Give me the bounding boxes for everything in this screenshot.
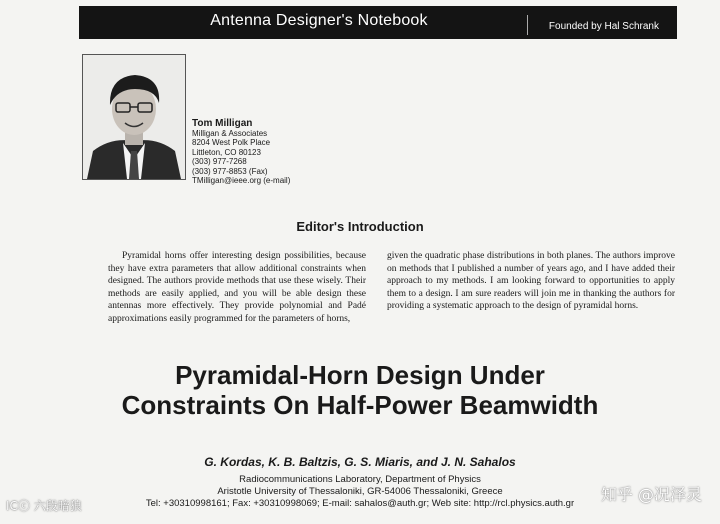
watermark-left: ICⓒ 六段暗狼 xyxy=(6,499,82,513)
paper-title xyxy=(0,360,720,420)
editors-intro-heading: Editor's Introduction xyxy=(296,219,424,234)
intro-column-left: Pyramidal horns offer interesting design possibilities, because they have extra parameters that allow additional constraints when designed. The authors provide methods that use these wisely. Their methods are easily applied, and you will be able design these antennas more effectively. They provide polynomial and Padé approximations easily programmed for the parameters of horns, xyxy=(108,251,366,324)
paper-title-line: Constraints On Half-Power Beamwidth xyxy=(121,390,599,420)
author-contact xyxy=(192,118,290,185)
intro-column-right: given the quadratic phase distributions in both planes. The authors improve on methods that I published a number of years ago, and I have added their approach to my methods. I am looking forward to opportunities to apply them to a design. I am sure readers will join me in thanking the authors for providing a systematic approach to the design of pyramidal horns. xyxy=(387,251,675,312)
founder-credit: Founded by Hal Schrank xyxy=(527,15,677,35)
affiliation-line: Radiocommunications Laboratory, Department of Physics xyxy=(239,474,481,485)
affiliation-line: Tel: +30310998161; Fax: +30310998069; E-mail: sahalos@auth.gr; Web site: http://rcl.physics.auth.gr xyxy=(145,498,575,509)
contact-line: Littleton, CO 80123 xyxy=(192,147,261,157)
portrait-image xyxy=(83,55,185,179)
contact-line: Milligan & Associates xyxy=(192,129,268,138)
contact-line: 8204 West Polk Place xyxy=(192,138,271,148)
affiliation-line: Aristotle University of Thessaloniki, GR-54006 Thessaloniki, Greece xyxy=(217,486,503,497)
column-title: Antenna Designer's Notebook xyxy=(210,12,428,29)
contact-line: (303) 977-8853 (Fax) xyxy=(192,166,268,176)
watermark-right: 知乎 @况泽灵 xyxy=(600,485,702,504)
contact-line: TMilligan@ieee.org (e-mail) xyxy=(192,176,291,186)
contact-line: (303) 977-7268 xyxy=(192,157,247,167)
author-photo xyxy=(82,54,186,180)
paper-authors: G. Kordas, K. B. Baltzis, G. S. Miaris, and J. N. Sahalos xyxy=(204,455,516,469)
paper-title-line: Pyramidal-Horn Design Under xyxy=(175,360,545,390)
column-banner xyxy=(79,6,677,39)
author-name: Tom Milligan xyxy=(192,118,253,129)
